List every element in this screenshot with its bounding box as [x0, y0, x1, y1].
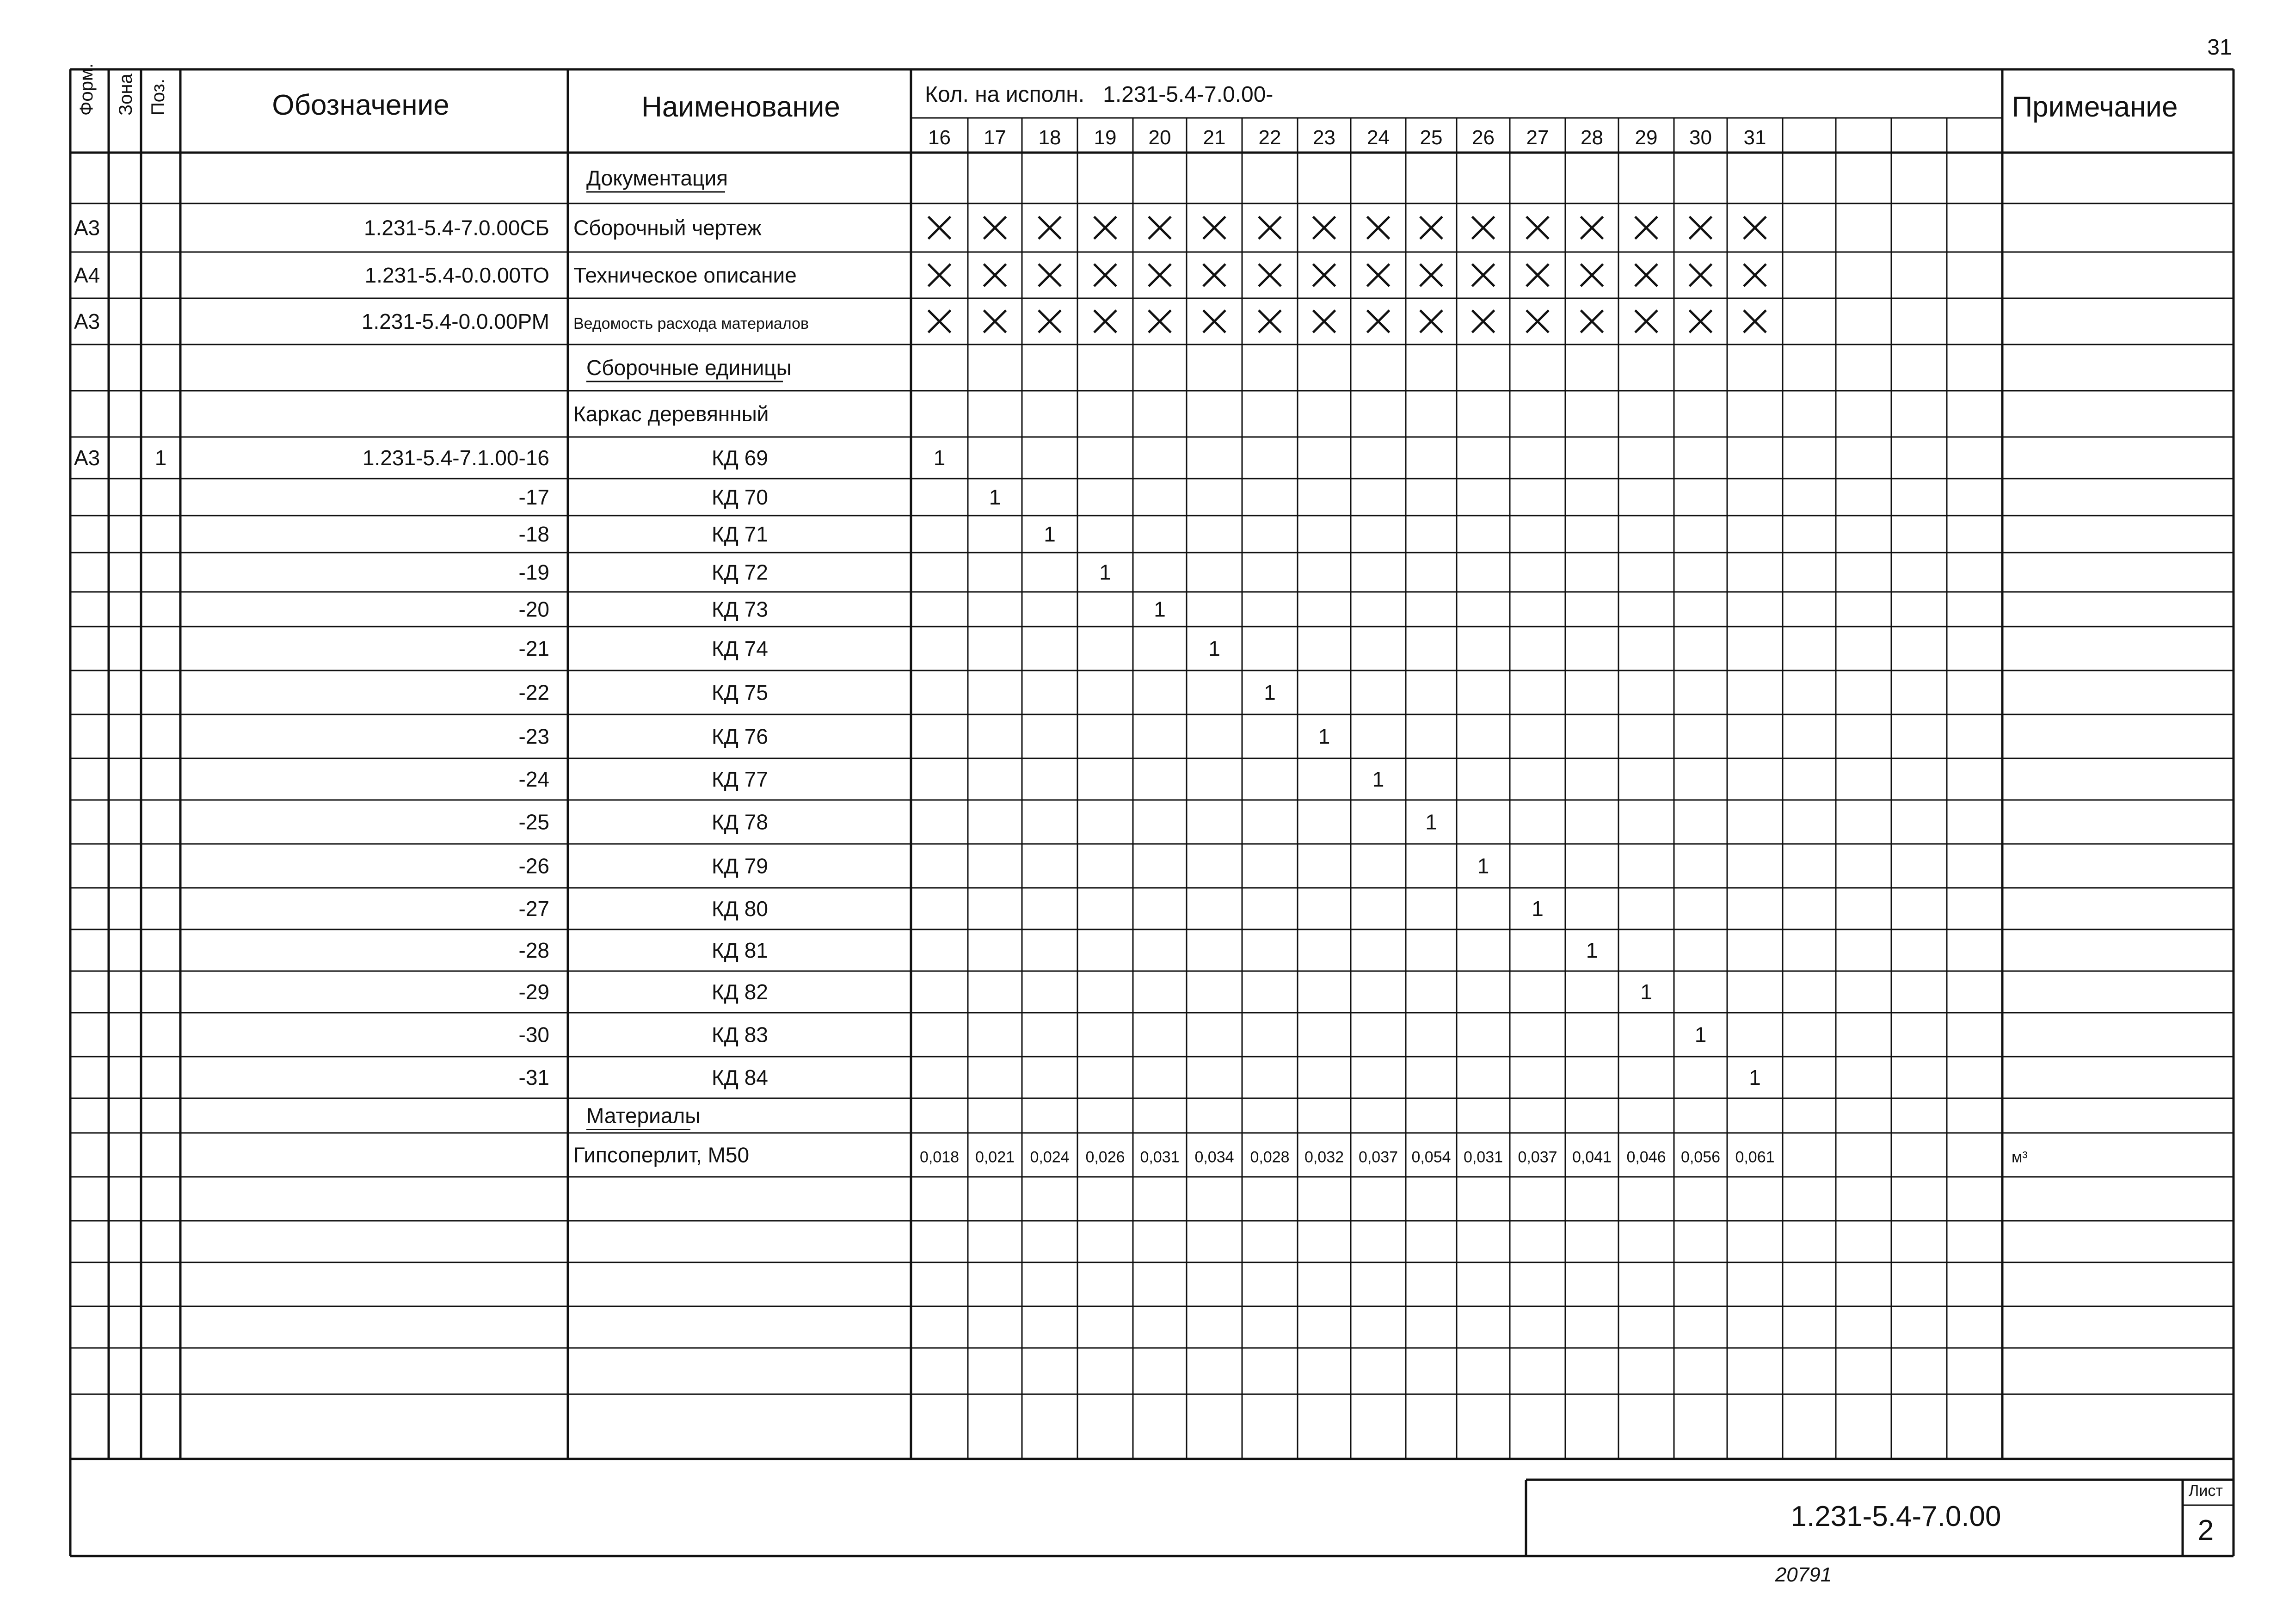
- row-designation: 1.231-5.4-0.0.00РМ: [361, 309, 549, 333]
- x-mark: [1149, 264, 1171, 286]
- variant-header: 30: [1689, 126, 1712, 149]
- header-form: Форм.: [76, 63, 97, 116]
- material-quantity: 0,031: [1463, 1148, 1503, 1166]
- row-designation: 1.231-5.4-0.0.00ТО: [364, 263, 549, 287]
- variant-header: 16: [928, 126, 951, 149]
- row-designation: -17: [518, 485, 549, 509]
- material-quantity: 0,034: [1194, 1148, 1234, 1166]
- x-mark: [1472, 264, 1495, 286]
- variant-header: 17: [984, 126, 1006, 149]
- row-name: КД 70: [712, 485, 768, 509]
- x-mark: [1313, 217, 1335, 239]
- quantity-mark: 1: [1318, 724, 1330, 749]
- variant-header: 25: [1420, 126, 1443, 149]
- row-name: КД 81: [712, 938, 768, 962]
- quantity-mark: 1: [1749, 1065, 1761, 1089]
- x-mark: [1039, 264, 1061, 286]
- variant-header: 18: [1038, 126, 1061, 149]
- x-mark: [1094, 310, 1116, 332]
- x-mark: [1259, 217, 1281, 239]
- x-mark: [1526, 264, 1549, 286]
- x-mark: [1635, 264, 1657, 286]
- row-designation: -21: [518, 636, 549, 661]
- header-name: Наименование: [641, 91, 840, 123]
- row-name: Каркас деревянный: [573, 402, 769, 426]
- row-form: А3: [74, 215, 100, 240]
- row-designation: -23: [518, 724, 549, 749]
- row-designation: -27: [518, 897, 549, 921]
- row-name: КД 84: [712, 1065, 768, 1089]
- row-form: А3: [74, 446, 100, 470]
- material-quantity: 0,031: [1140, 1148, 1180, 1166]
- x-mark: [1526, 217, 1549, 239]
- x-mark: [1039, 310, 1061, 332]
- row-designation: -19: [518, 560, 549, 584]
- row-name: КД 73: [712, 597, 768, 621]
- x-mark: [1367, 217, 1390, 239]
- x-mark: [1259, 310, 1281, 332]
- row-name: КД 80: [712, 897, 768, 921]
- material-quantity: 0,041: [1572, 1148, 1612, 1166]
- sheet-label: Лист: [2189, 1482, 2223, 1500]
- x-mark: [984, 217, 1006, 239]
- quantity-mark: 1: [1477, 854, 1489, 878]
- row-designation: -25: [518, 810, 549, 834]
- x-mark: [1581, 310, 1603, 332]
- x-mark: [1690, 264, 1712, 286]
- row-name: Сборочные единицы: [586, 356, 792, 380]
- quantity-mark: 1: [1372, 767, 1384, 791]
- row-designation: -18: [518, 522, 549, 546]
- x-mark: [1313, 310, 1335, 332]
- quantity-mark: 1: [1425, 810, 1437, 834]
- material-quantity: 0,054: [1411, 1148, 1451, 1166]
- quantity-mark: 1: [1044, 522, 1056, 546]
- row-name: Документация: [586, 166, 728, 190]
- variant-header: 27: [1526, 126, 1549, 149]
- row-pos: 1: [154, 446, 167, 470]
- row-name: КД 74: [712, 636, 768, 661]
- row-name: КД 83: [712, 1022, 768, 1047]
- x-mark: [1094, 217, 1116, 239]
- x-mark: [1472, 217, 1495, 239]
- table-header: [76, 63, 2178, 123]
- row-name: Материалы: [586, 1103, 701, 1128]
- row-name: Сборочный чертеж: [573, 215, 762, 240]
- row-name: Ведомость расхода материалов: [573, 315, 809, 332]
- x-mark: [1744, 217, 1766, 239]
- variant-header: 31: [1743, 126, 1766, 149]
- row-designation: -30: [518, 1022, 549, 1047]
- title-designation: 1.231-5.4-7.0.00: [1790, 1501, 2001, 1532]
- quantity-mark: 1: [1694, 1022, 1707, 1047]
- material-quantity: 0,032: [1304, 1148, 1344, 1166]
- x-mark: [1149, 217, 1171, 239]
- material-quantity: 0,037: [1518, 1148, 1557, 1166]
- row-designation: -28: [518, 938, 549, 962]
- x-mark: [1203, 217, 1225, 239]
- row-name: КД 72: [712, 560, 768, 584]
- variant-header: 26: [1472, 126, 1495, 149]
- x-mark: [1581, 264, 1603, 286]
- row-designation: -29: [518, 980, 549, 1004]
- variant-header: 20: [1148, 126, 1171, 149]
- material-quantity: 0,046: [1626, 1148, 1666, 1166]
- quantity-mark: 1: [1532, 897, 1544, 921]
- material-quantity: 0,018: [919, 1148, 960, 1166]
- x-mark: [984, 264, 1006, 286]
- x-mark: [1149, 310, 1171, 332]
- row-form: А4: [74, 263, 100, 287]
- header-zone: Зона: [116, 74, 136, 116]
- quantity-mark: 1: [933, 446, 946, 470]
- x-mark: [1420, 217, 1442, 239]
- x-mark: [1690, 217, 1712, 239]
- x-mark: [1420, 310, 1442, 332]
- row-designation: 1.231-5.4-7.0.00СБ: [364, 215, 549, 240]
- x-mark: [1526, 310, 1549, 332]
- material-quantity: 0,021: [975, 1148, 1015, 1166]
- row-name: КД 69: [712, 446, 768, 470]
- row-name: КД 76: [712, 724, 768, 749]
- page-number: 31: [2207, 35, 2232, 60]
- x-mark: [1690, 310, 1712, 332]
- x-mark: [929, 217, 951, 239]
- row-name: КД 79: [712, 854, 768, 878]
- x-mark: [1094, 264, 1116, 286]
- header-pos: Поз.: [148, 79, 168, 116]
- quantity-mark: 1: [1099, 560, 1111, 584]
- material-quantity: 0,037: [1358, 1148, 1398, 1166]
- x-mark: [1635, 217, 1657, 239]
- x-mark: [1744, 310, 1766, 332]
- row-name: КД 82: [712, 980, 768, 1004]
- variant-header: 28: [1581, 126, 1603, 149]
- material-quantity: 0,028: [1250, 1148, 1290, 1166]
- x-mark: [1367, 310, 1390, 332]
- row-designation: -22: [518, 680, 549, 705]
- table-content: [74, 126, 2028, 1167]
- variant-header: 22: [1258, 126, 1281, 149]
- quantity-mark: 1: [1640, 980, 1652, 1004]
- material-quantity: 0,026: [1085, 1148, 1125, 1166]
- row-name: КД 71: [712, 522, 768, 546]
- inventory-number: 20791: [1775, 1563, 1832, 1586]
- x-mark: [1472, 310, 1495, 332]
- header-designation: Обозначение: [272, 89, 449, 121]
- x-mark: [1420, 264, 1442, 286]
- x-mark: [1744, 264, 1766, 286]
- x-mark: [1367, 264, 1390, 286]
- quantity-mark: 1: [1264, 680, 1276, 705]
- x-mark: [1635, 310, 1657, 332]
- quantity-mark: 1: [1154, 597, 1166, 621]
- quantity-mark: 1: [1208, 636, 1220, 661]
- row-note: м³: [2012, 1148, 2028, 1166]
- quantity-mark: 1: [989, 485, 1001, 509]
- variant-header: 21: [1203, 126, 1226, 149]
- variant-header: 23: [1313, 126, 1335, 149]
- quantity-mark: 1: [1586, 938, 1598, 962]
- sheet-number: 2: [2197, 1514, 2214, 1546]
- x-mark: [929, 264, 951, 286]
- header-note: Примечание: [2012, 91, 2178, 123]
- x-mark: [1313, 264, 1335, 286]
- header-quantity-title: Кол. на исполн. 1.231-5.4-7.0.00-: [925, 82, 1274, 107]
- row-name: Техническое описание: [573, 263, 797, 287]
- x-mark: [984, 310, 1006, 332]
- x-mark: [929, 310, 951, 332]
- x-mark: [1039, 217, 1061, 239]
- variant-header: 29: [1635, 126, 1658, 149]
- x-mark: [1581, 217, 1603, 239]
- row-name: КД 77: [712, 767, 768, 791]
- row-designation: -24: [518, 767, 549, 791]
- variant-header: 24: [1367, 126, 1390, 149]
- row-designation: -31: [518, 1065, 549, 1089]
- row-form: А3: [74, 309, 100, 333]
- table-grid: [70, 69, 2233, 1556]
- title-block: [1790, 1482, 2222, 1546]
- material-quantity: 0,056: [1680, 1148, 1721, 1166]
- x-mark: [1259, 264, 1281, 286]
- row-name: Гипсоперлит, М50: [573, 1143, 750, 1167]
- variant-header: 19: [1094, 126, 1117, 149]
- row-designation: -26: [518, 854, 549, 878]
- row-designation: -20: [518, 597, 549, 621]
- material-quantity: 0,061: [1735, 1148, 1775, 1166]
- x-mark: [1203, 310, 1225, 332]
- material-quantity: 0,024: [1030, 1148, 1070, 1166]
- row-designation: 1.231-5.4-7.1.00-16: [362, 446, 549, 470]
- row-name: КД 78: [712, 810, 768, 834]
- row-name: КД 75: [712, 680, 768, 705]
- x-mark: [1203, 264, 1225, 286]
